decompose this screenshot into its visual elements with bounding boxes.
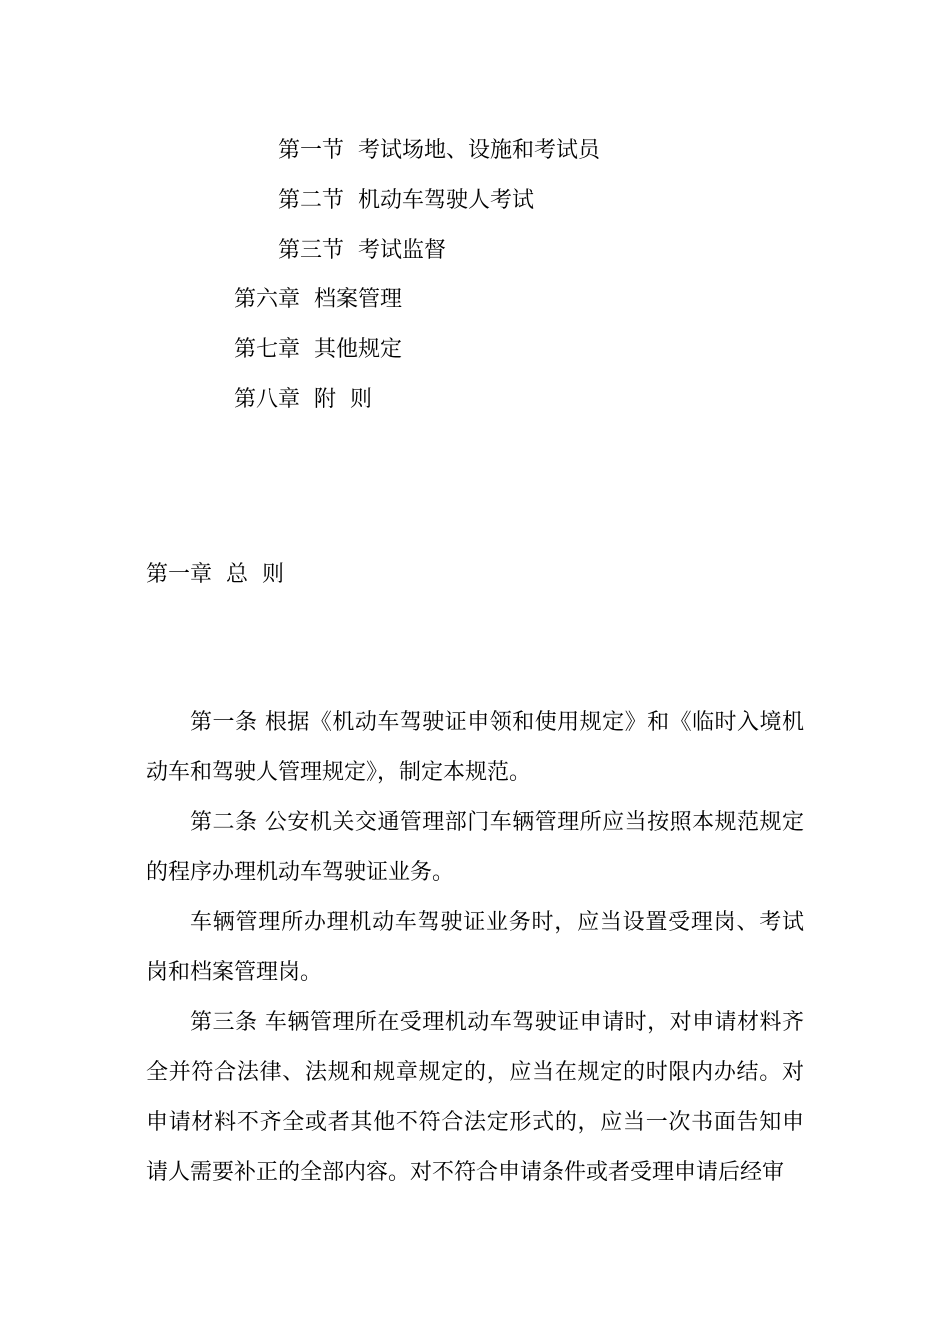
toc-chapter-7: 第七章 其他规定 [234,337,402,362]
chapter-heading: 第一章 总 则 [146,562,284,587]
toc-section-1: 第一节 考试场地、设施和考试员 [278,138,600,163]
article-3: 第三条 车辆管理所在受理机动车驾驶证申请时，对申请材料齐全并符合法律、法规和规章规定的，应当在规定的时限内办结。对申请材料不齐全或者其他不符合法定形式的，应当一次书面告知申请人需要补正的全部内容。对不符合申请条件或者受理申请后经审 [146,1010,804,1185]
toc-chapter-6: 第六章 档案管理 [234,287,402,312]
article-1: 第一条 根据《机动车驾驶证申领和使用规定》和《临时入境机动车和驾驶人管理规定》，制定本规范。 [146,710,804,785]
article-2-paragraph-2: 车辆管理所办理机动车驾驶证业务时，应当设置受理岗、考试岗和档案管理岗。 [146,910,804,985]
body-text [146,698,804,1198]
article-2: 第二条 公安机关交通管理部门车辆管理所应当按照本规范规定的程序办理机动车驾驶证业务。 [146,810,804,885]
toc-section-2: 第二节 机动车驾驶人考试 [278,188,534,213]
toc-section-3: 第三节 考试监督 [278,238,446,263]
toc-chapter-8: 第八章 附 则 [234,387,372,412]
